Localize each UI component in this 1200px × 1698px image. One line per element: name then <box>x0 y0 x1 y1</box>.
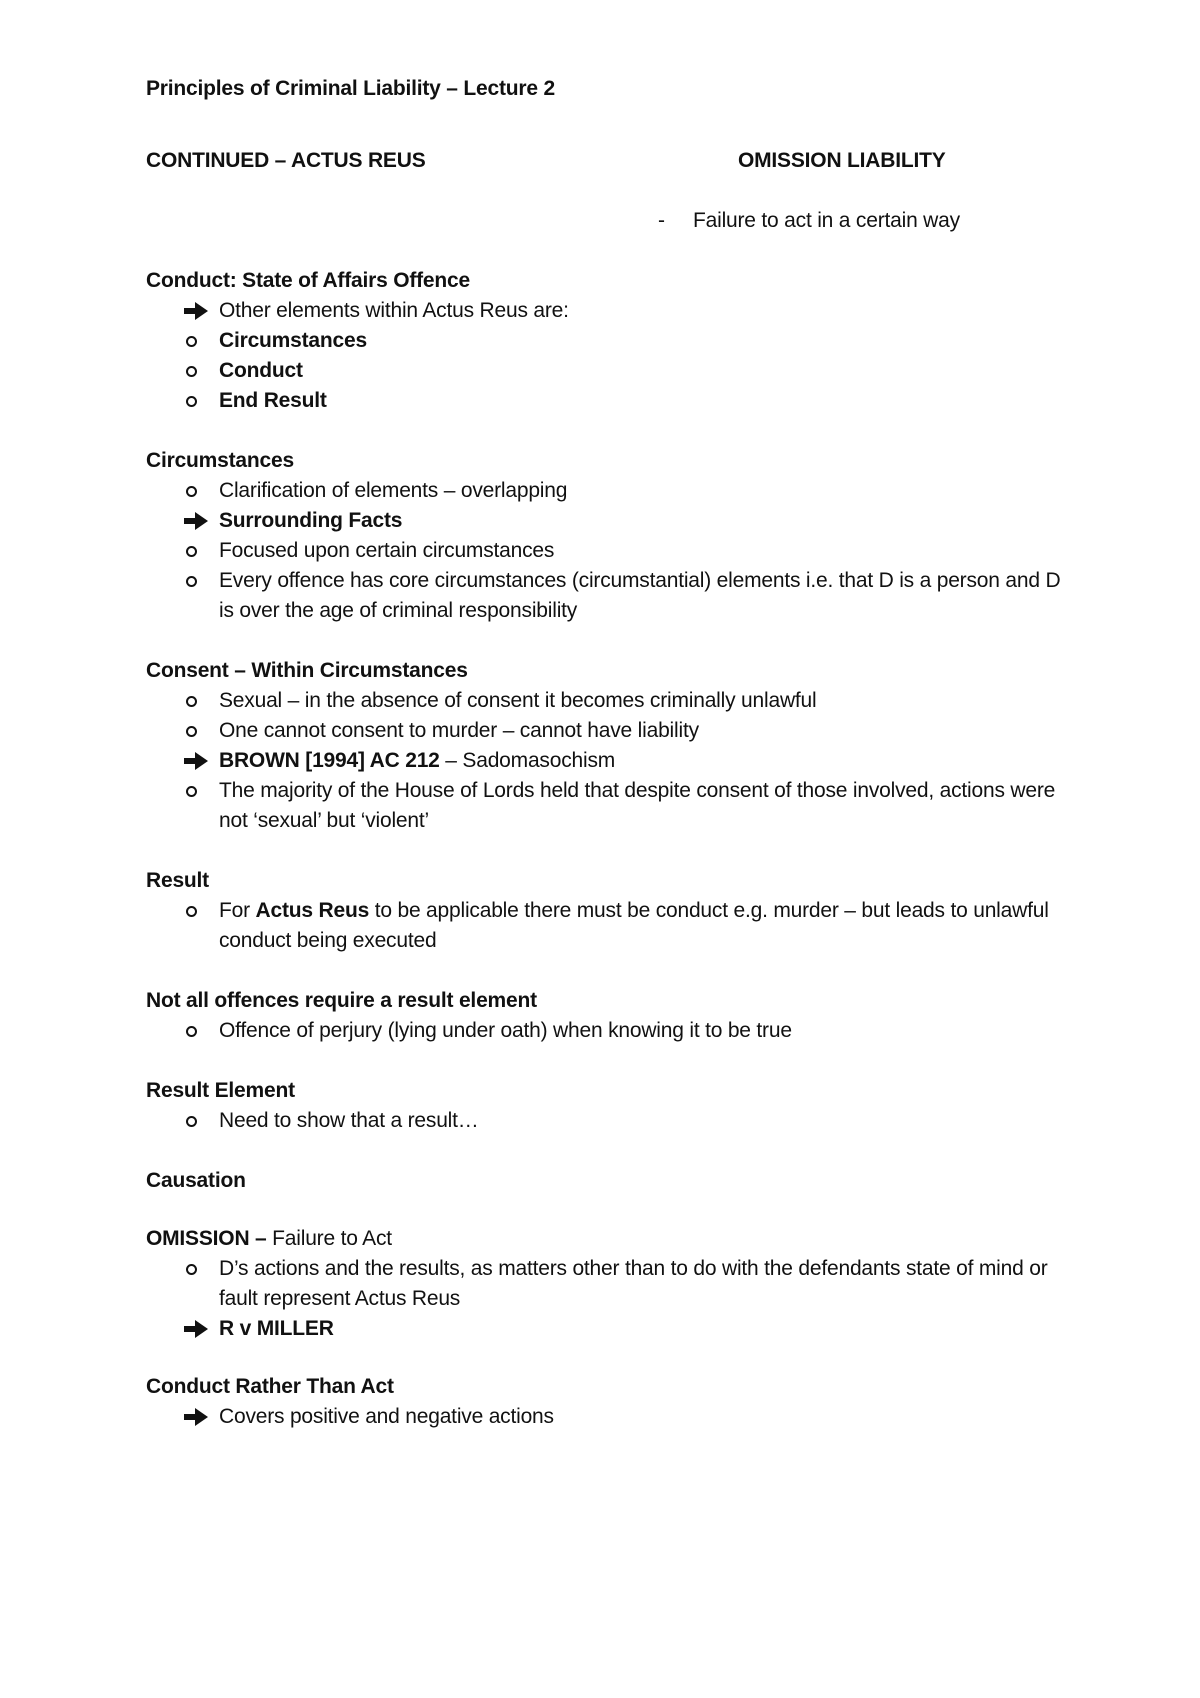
circle-bullet-icon <box>183 536 213 566</box>
circle-bullet-icon <box>183 356 213 386</box>
circle-bullet-icon <box>183 1254 213 1284</box>
section-heading-conduct-rather-than-act: Conduct Rather Than Act <box>146 1375 394 1398</box>
list-item: R v MILLER <box>183 1314 1063 1344</box>
circle-bullet-icon <box>183 776 213 806</box>
list-item: Offence of perjury (lying under oath) when knowing it to be true <box>183 1016 1063 1046</box>
arrow-bullet-icon <box>183 1402 213 1432</box>
list-item: Surrounding Facts <box>183 506 1063 536</box>
list-item: Sexual – in the absence of consent it becomes criminally unlawful <box>183 686 1063 716</box>
list-item: The majority of the House of Lords held that despite consent of those involved, actions were not ‘sexual’ but ‘violent’ <box>183 776 1063 836</box>
arrow-bullet-icon <box>183 506 213 536</box>
right-list-item: Failure to act in a certain way <box>693 209 960 232</box>
list-item: D’s actions and the results, as matters other than to do with the defendants state of mind or fault represent Actus Reus <box>183 1254 1063 1314</box>
section-heading-result-element: Result Element <box>146 1079 295 1102</box>
section-heading-result: Result <box>146 869 209 892</box>
list-item: Every offence has core circumstances (circumstantial) elements i.e. that D is a person and D is over the age of criminal responsibility <box>183 566 1063 626</box>
arrow-bullet-icon <box>183 296 213 326</box>
arrow-bullet-icon <box>183 746 213 776</box>
section-heading-omission: OMISSION – Failure to Act <box>146 1227 392 1250</box>
dash-bullet: - <box>658 209 665 232</box>
section-heading-consent: Consent – Within Circumstances <box>146 659 468 682</box>
section-heading-circumstances: Circumstances <box>146 449 294 472</box>
circle-bullet-icon <box>183 686 213 716</box>
right-heading: OMISSION LIABILITY <box>738 149 946 172</box>
list-item: One cannot consent to murder – cannot have liability <box>183 716 1063 746</box>
list-item: Other elements within Actus Reus are: <box>183 296 1063 326</box>
list-item: Covers positive and negative actions <box>183 1402 1063 1432</box>
list-item: End Result <box>183 386 1063 416</box>
circle-bullet-icon <box>183 476 213 506</box>
left-heading: CONTINUED – ACTUS REUS <box>146 149 426 172</box>
section-heading-not-all-offences: Not all offences require a result element <box>146 989 537 1012</box>
section-heading-conduct-state: Conduct: State of Affairs Offence <box>146 269 470 292</box>
circle-bullet-icon <box>183 716 213 746</box>
circle-bullet-icon <box>183 896 213 926</box>
arrow-bullet-icon <box>183 1314 213 1344</box>
list-item: Focused upon certain circumstances <box>183 536 1063 566</box>
list-item: Conduct <box>183 356 1063 386</box>
case-citation: BROWN [1994] AC 212 <box>219 749 440 772</box>
circle-bullet-icon <box>183 1016 213 1046</box>
circle-bullet-icon <box>183 1106 213 1136</box>
list-item: Circumstances <box>183 326 1063 356</box>
circle-bullet-icon <box>183 566 213 596</box>
circle-bullet-icon <box>183 386 213 416</box>
document-title: Principles of Criminal Liability – Lecture 2 <box>146 77 555 100</box>
list-item: Need to show that a result… <box>183 1106 1063 1136</box>
list-item: Clarification of elements – overlapping <box>183 476 1063 506</box>
list-item: For Actus Reus to be applicable there must be conduct e.g. murder – but leads to unlawful conduct being executed <box>183 896 1063 956</box>
list-item: BROWN [1994] AC 212 – Sadomasochism <box>183 746 1063 776</box>
section-heading-causation: Causation <box>146 1169 246 1192</box>
circle-bullet-icon <box>183 326 213 356</box>
